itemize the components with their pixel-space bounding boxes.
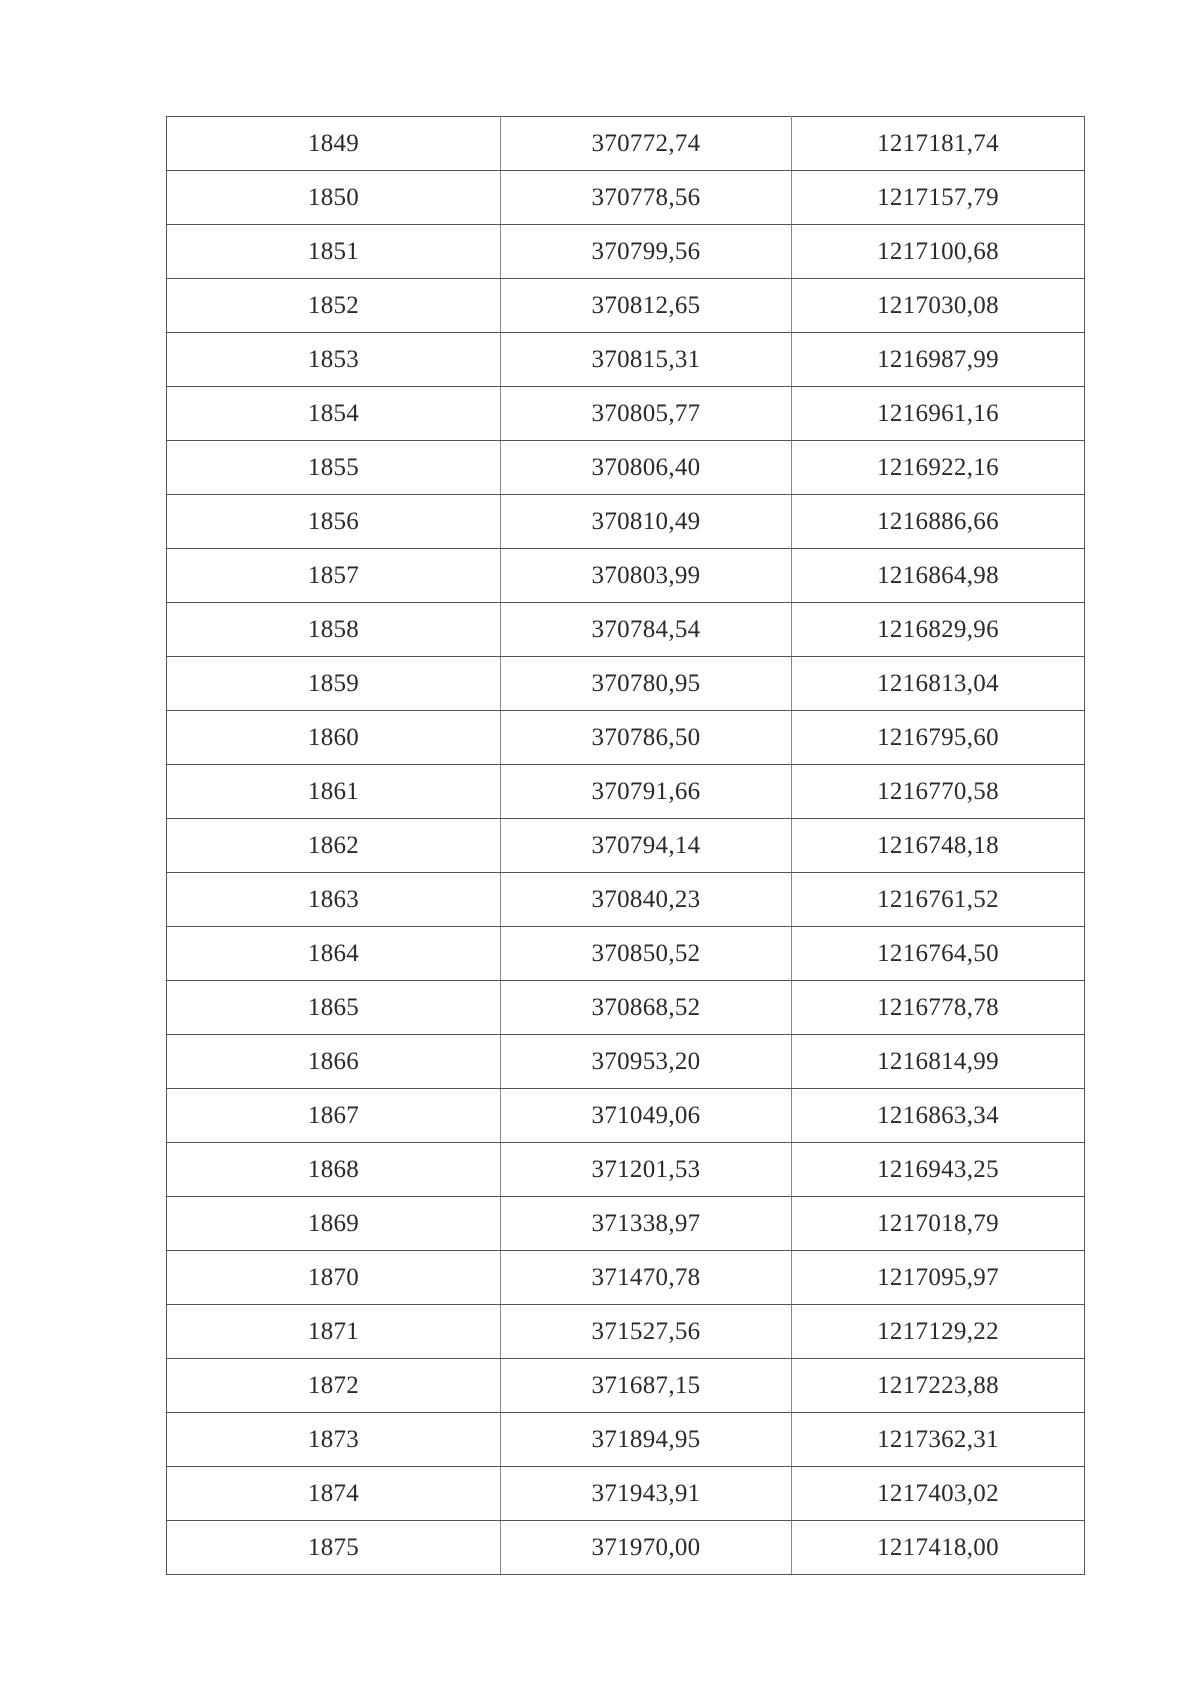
point-number-cell: 1871 [167,1305,501,1359]
table-row [167,1251,1085,1305]
x-coordinate-cell: 371338,97 [501,1197,792,1251]
point-number-cell: 1854 [167,387,501,441]
table-row [167,549,1085,603]
y-coordinate-cell: 1217157,79 [792,171,1085,225]
table-row [167,441,1085,495]
table-row [167,1359,1085,1413]
point-number-cell: 1849 [167,117,501,171]
point-number-cell: 1855 [167,441,501,495]
table-row [167,495,1085,549]
table-row [167,117,1085,171]
x-coordinate-cell: 370850,52 [501,927,792,981]
table-row [167,927,1085,981]
y-coordinate-cell: 1216764,50 [792,927,1085,981]
table-row [167,279,1085,333]
x-coordinate-cell: 370806,40 [501,441,792,495]
x-coordinate-cell: 371049,06 [501,1089,792,1143]
table-row [167,765,1085,819]
y-coordinate-cell: 1217100,68 [792,225,1085,279]
x-coordinate-cell: 370791,66 [501,765,792,819]
point-number-cell: 1858 [167,603,501,657]
x-coordinate-cell: 370794,14 [501,819,792,873]
x-coordinate-cell: 371894,95 [501,1413,792,1467]
x-coordinate-cell: 370784,54 [501,603,792,657]
y-coordinate-cell: 1216829,96 [792,603,1085,657]
y-coordinate-cell: 1216943,25 [792,1143,1085,1197]
x-coordinate-cell: 371970,00 [501,1521,792,1575]
table-row [167,1521,1085,1575]
y-coordinate-cell: 1217095,97 [792,1251,1085,1305]
table-row [167,225,1085,279]
point-number-cell: 1873 [167,1413,501,1467]
x-coordinate-cell: 371470,78 [501,1251,792,1305]
x-coordinate-cell: 370815,31 [501,333,792,387]
y-coordinate-cell: 1217030,08 [792,279,1085,333]
point-number-cell: 1874 [167,1467,501,1521]
table-row [167,1089,1085,1143]
x-coordinate-cell: 370953,20 [501,1035,792,1089]
point-number-cell: 1875 [167,1521,501,1575]
y-coordinate-cell: 1217018,79 [792,1197,1085,1251]
y-coordinate-cell: 1216778,78 [792,981,1085,1035]
x-coordinate-cell: 370812,65 [501,279,792,333]
y-coordinate-cell: 1216761,52 [792,873,1085,927]
point-number-cell: 1857 [167,549,501,603]
x-coordinate-cell: 370778,56 [501,171,792,225]
point-number-cell: 1856 [167,495,501,549]
x-coordinate-cell: 370840,23 [501,873,792,927]
table-row [167,873,1085,927]
y-coordinate-cell: 1216961,16 [792,387,1085,441]
y-coordinate-cell: 1217362,31 [792,1413,1085,1467]
point-number-cell: 1852 [167,279,501,333]
point-number-cell: 1863 [167,873,501,927]
y-coordinate-cell: 1216814,99 [792,1035,1085,1089]
table-row [167,387,1085,441]
x-coordinate-cell: 370805,77 [501,387,792,441]
x-coordinate-cell: 371943,91 [501,1467,792,1521]
table-row [167,1305,1085,1359]
x-coordinate-cell: 370799,56 [501,225,792,279]
point-number-cell: 1865 [167,981,501,1035]
table-row [167,1413,1085,1467]
x-coordinate-cell: 370803,99 [501,549,792,603]
table-row [167,711,1085,765]
point-number-cell: 1850 [167,171,501,225]
point-number-cell: 1872 [167,1359,501,1413]
y-coordinate-cell: 1216922,16 [792,441,1085,495]
table-row [167,1035,1085,1089]
coordinates-table [166,116,1085,1575]
coordinates-table-body [167,117,1085,1575]
point-number-cell: 1868 [167,1143,501,1197]
table-row [167,981,1085,1035]
point-number-cell: 1864 [167,927,501,981]
x-coordinate-cell: 371527,56 [501,1305,792,1359]
point-number-cell: 1869 [167,1197,501,1251]
table-row [167,171,1085,225]
point-number-cell: 1860 [167,711,501,765]
x-coordinate-cell: 370780,95 [501,657,792,711]
table-row [167,657,1085,711]
table-row [167,333,1085,387]
table-row [167,1143,1085,1197]
y-coordinate-cell: 1216795,60 [792,711,1085,765]
table-row [167,1197,1085,1251]
point-number-cell: 1853 [167,333,501,387]
point-number-cell: 1861 [167,765,501,819]
x-coordinate-cell: 370868,52 [501,981,792,1035]
y-coordinate-cell: 1216864,98 [792,549,1085,603]
table-row [167,819,1085,873]
point-number-cell: 1866 [167,1035,501,1089]
table-row [167,1467,1085,1521]
y-coordinate-cell: 1216886,66 [792,495,1085,549]
y-coordinate-cell: 1216987,99 [792,333,1085,387]
x-coordinate-cell: 370786,50 [501,711,792,765]
y-coordinate-cell: 1217181,74 [792,117,1085,171]
y-coordinate-cell: 1217129,22 [792,1305,1085,1359]
point-number-cell: 1851 [167,225,501,279]
y-coordinate-cell: 1216813,04 [792,657,1085,711]
x-coordinate-cell: 371687,15 [501,1359,792,1413]
point-number-cell: 1859 [167,657,501,711]
y-coordinate-cell: 1216863,34 [792,1089,1085,1143]
y-coordinate-cell: 1216770,58 [792,765,1085,819]
y-coordinate-cell: 1217403,02 [792,1467,1085,1521]
y-coordinate-cell: 1217223,88 [792,1359,1085,1413]
y-coordinate-cell: 1217418,00 [792,1521,1085,1575]
x-coordinate-cell: 370772,74 [501,117,792,171]
table-row [167,603,1085,657]
y-coordinate-cell: 1216748,18 [792,819,1085,873]
point-number-cell: 1862 [167,819,501,873]
x-coordinate-cell: 370810,49 [501,495,792,549]
x-coordinate-cell: 371201,53 [501,1143,792,1197]
point-number-cell: 1867 [167,1089,501,1143]
point-number-cell: 1870 [167,1251,501,1305]
